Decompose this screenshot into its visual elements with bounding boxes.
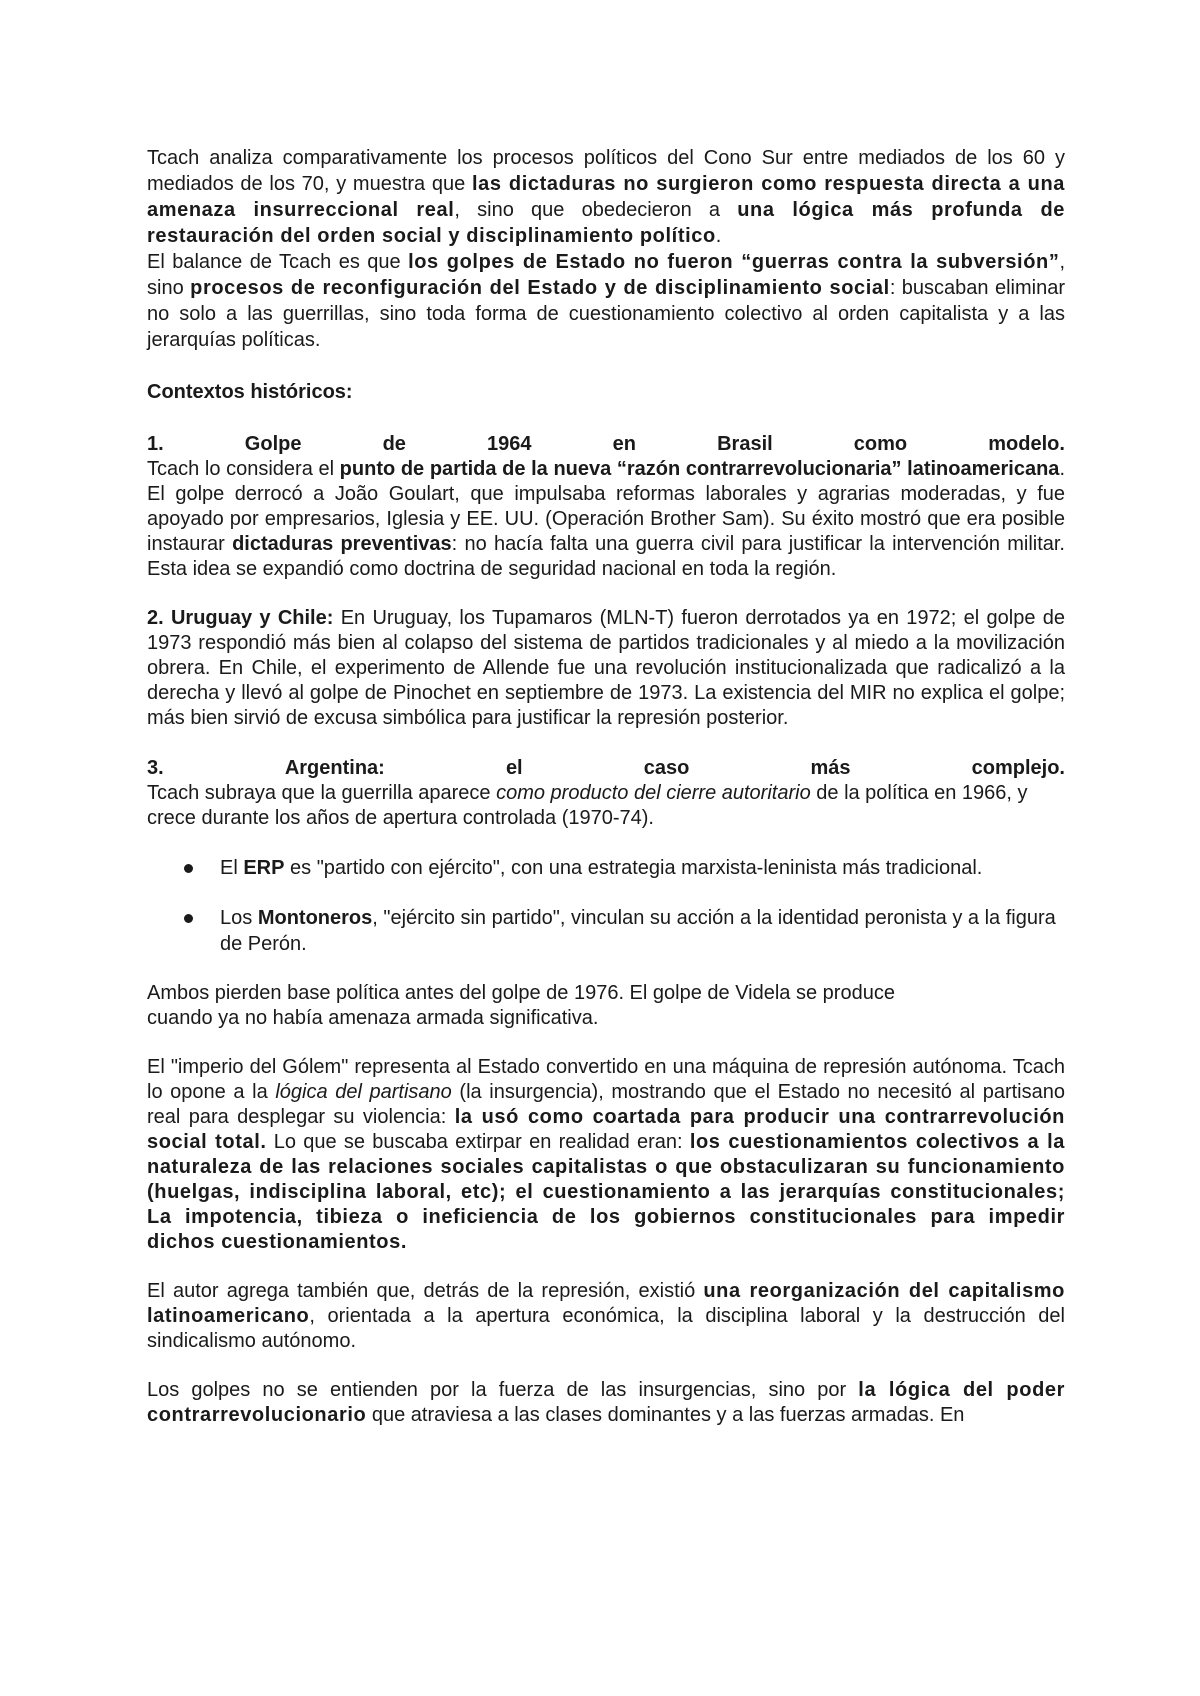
- s1-text-1: Tcach lo considera el: [147, 458, 340, 480]
- bullet-bold: ERP: [243, 857, 285, 879]
- ambos-line-2: cuando ya no había amenaza armada significativa.: [147, 1007, 599, 1029]
- document-body: [147, 145, 1065, 1428]
- s3-heading-word: más: [810, 757, 851, 779]
- autor-paragraph: [147, 1279, 1065, 1354]
- golpes-paragraph: [147, 1378, 1065, 1428]
- autor-text-2: , orientada a la apertura económica, la disciplina laboral y la destrucción del sindicalismo autónomo.: [147, 1305, 1065, 1352]
- s1-text-2: . El golpe derrocó a João Goulart, que impulsaba reformas laborales y agrarias moderadas, y fue apoyado por empresarios, Iglesia y EE. UU. (Operación Brother Sam). Su éxito mostró que era posible instaurar: [147, 458, 1065, 555]
- s1-heading-word: Brasil: [717, 433, 773, 455]
- section-1-heading: [147, 431, 1065, 457]
- s3-text-1: Tcach subraya que la guerrilla aparece: [147, 782, 497, 804]
- bullet-icon: [184, 914, 193, 923]
- s3-heading-word: el: [505, 757, 523, 779]
- section-2-heading: 2. Uruguay y Chile:: [147, 607, 334, 629]
- golem-italic-1: lógica del partisano: [275, 1081, 452, 1103]
- balance-paragraph: [147, 249, 1065, 353]
- golem-paragraph: [147, 1055, 1065, 1255]
- section-3-body: [147, 781, 1065, 831]
- s3-heading-word: complejo.: [971, 757, 1065, 779]
- bullet-list: [147, 855, 1065, 957]
- section-3-heading: [147, 755, 1065, 781]
- balance-text-2: , sino: [147, 251, 1065, 299]
- s1-heading-word: 1964: [487, 433, 532, 455]
- autor-text-1: El autor agrega también que, detrás de la represión, existió: [147, 1280, 704, 1302]
- ambos-paragraph: [147, 981, 1065, 1031]
- s1-heading-word: Golpe: [244, 433, 302, 455]
- golem-text-3: Lo que se buscaba extirpar en realidad eran:: [266, 1131, 690, 1153]
- autor-bold-1: una reorganización del capitalismo latinoamericano: [147, 1280, 1065, 1327]
- contexts-heading: Contextos históricos:: [147, 381, 353, 403]
- golpes-bold-1: la lógica del poder contrarrevolucionario: [147, 1379, 1065, 1426]
- bullet-icon: [184, 864, 193, 873]
- bullet-text-pre: El: [220, 857, 244, 879]
- golem-bold-2: los cuestionamientos colectivos a la naturaleza de las relaciones sociales capitalistas o que obstaculizaran su funcionamiento (huelgas, indisciplina laboral, etc); el cuestionamiento a las jerarquías constitucionales; La impotencia, tibieza o ineficiencia de los gobiernos constitucionales para impedir dichos cuestionamientos.: [147, 1131, 1065, 1253]
- s1-heading-word: como: [853, 433, 908, 455]
- golpes-text-1: Los golpes no se entienden por la fuerza de las insurgencias, sino por: [147, 1379, 859, 1401]
- s3-heading-word: caso: [643, 757, 690, 779]
- golem-bold-1: la usó como coartada para producir una contrarrevolución social total.: [147, 1106, 1065, 1153]
- section-2-text: En Uruguay, los Tupamaros (MLN-T) fueron derrotados ya en 1972; el golpe de 1973 respondió más bien al colapso del sistema de partidos tradicionales y al miedo a la movilización obrera. En Chile, el experimento de Allende fue una revolución institucionalizada que radicalizó a la derecha y llevó al golpe de Pinochet en septiembre de 1973. La existencia del MIR no explica el golpe; más bien sirvió de excusa simbólica para justificar la represión posterior.: [147, 607, 1065, 729]
- intro-bold-1: las dictaduras no surgieron como respuesta directa a una amenaza insurreccional real: [147, 173, 1066, 221]
- s3-heading-word: Argentina:: [284, 757, 385, 779]
- balance-bold-2: procesos de reconfiguración del Estado y de disciplinamiento social: [190, 277, 890, 299]
- section-2: [147, 606, 1065, 731]
- bullet-text-post: es "partido con ejército", con una estrategia marxista-leninista más tradicional.: [284, 857, 983, 879]
- s1-heading-word: en: [612, 433, 636, 455]
- s1-bold-1: punto de partida de la nueva “razón contrarrevolucionaria” latinoamericana: [339, 458, 1060, 480]
- bullet-item-erp: [147, 855, 1065, 881]
- intro-text-1: Tcach analiza comparativamente los procesos políticos del Cono Sur entre mediados de los 60 y mediados de los 70, y muestra que: [147, 147, 1065, 195]
- s1-bold-2: dictaduras preventivas: [232, 533, 452, 555]
- bullet-bold: Montoneros: [257, 907, 373, 929]
- intro-text-2: , sino que obedecieron a: [454, 199, 738, 221]
- ambos-line-1: Ambos pierden base política antes del golpe de 1976. El golpe de Videla se produce: [147, 982, 895, 1004]
- s3-text-2: de la política en 1966, y crece durante los años de apertura controlada (1970-74).: [147, 782, 1028, 829]
- balance-bold-1: los golpes de Estado no fueron “guerras contra la subversión”: [408, 251, 1060, 273]
- golem-text-2: (la insurgencia), mostrando que el Estado no necesitó al partisano real para desplegar su violencia:: [147, 1081, 1065, 1128]
- golpes-text-2: que atraviesa a las clases dominantes y a las fuerzas armadas. En: [366, 1404, 965, 1426]
- s1-text-3: : no hacía falta una guerra civil para justificar la intervención militar. Esta idea se expandió como doctrina de seguridad nacional en toda la región.: [147, 533, 1065, 580]
- intro-paragraph: [147, 145, 1065, 249]
- balance-text-1: El balance de Tcach es que: [147, 251, 409, 273]
- bullet-text-pre: Los: [220, 907, 258, 929]
- s1-heading-word: modelo.: [988, 433, 1065, 455]
- section-1-body: [147, 457, 1065, 582]
- s1-heading-word: 1.: [147, 433, 164, 455]
- s3-italic-1: como producto del cierre autoritario: [496, 782, 811, 804]
- balance-text-3: : buscaban eliminar no solo a las guerrillas, sino toda forma de cuestionamiento colectivo al orden capitalista y a las jerarquías políticas.: [147, 277, 1066, 351]
- s1-heading-word: de: [382, 433, 406, 455]
- golem-text-1: El "imperio del Gólem" representa al Estado convertido en una máquina de represión autónoma. Tcach lo opone a la: [147, 1056, 1065, 1103]
- bullet-item-montoneros: [147, 905, 1065, 957]
- intro-bold-2: una lógica más profunda de restauración del orden social y disciplinamiento político: [147, 199, 1065, 247]
- intro-text-3: .: [715, 225, 722, 247]
- bullet-text-post: , "ejército sin partido", vinculan su acción a la identidad peronista y a la figura de Perón.: [220, 907, 1056, 955]
- s3-heading-word: 3.: [147, 757, 164, 779]
